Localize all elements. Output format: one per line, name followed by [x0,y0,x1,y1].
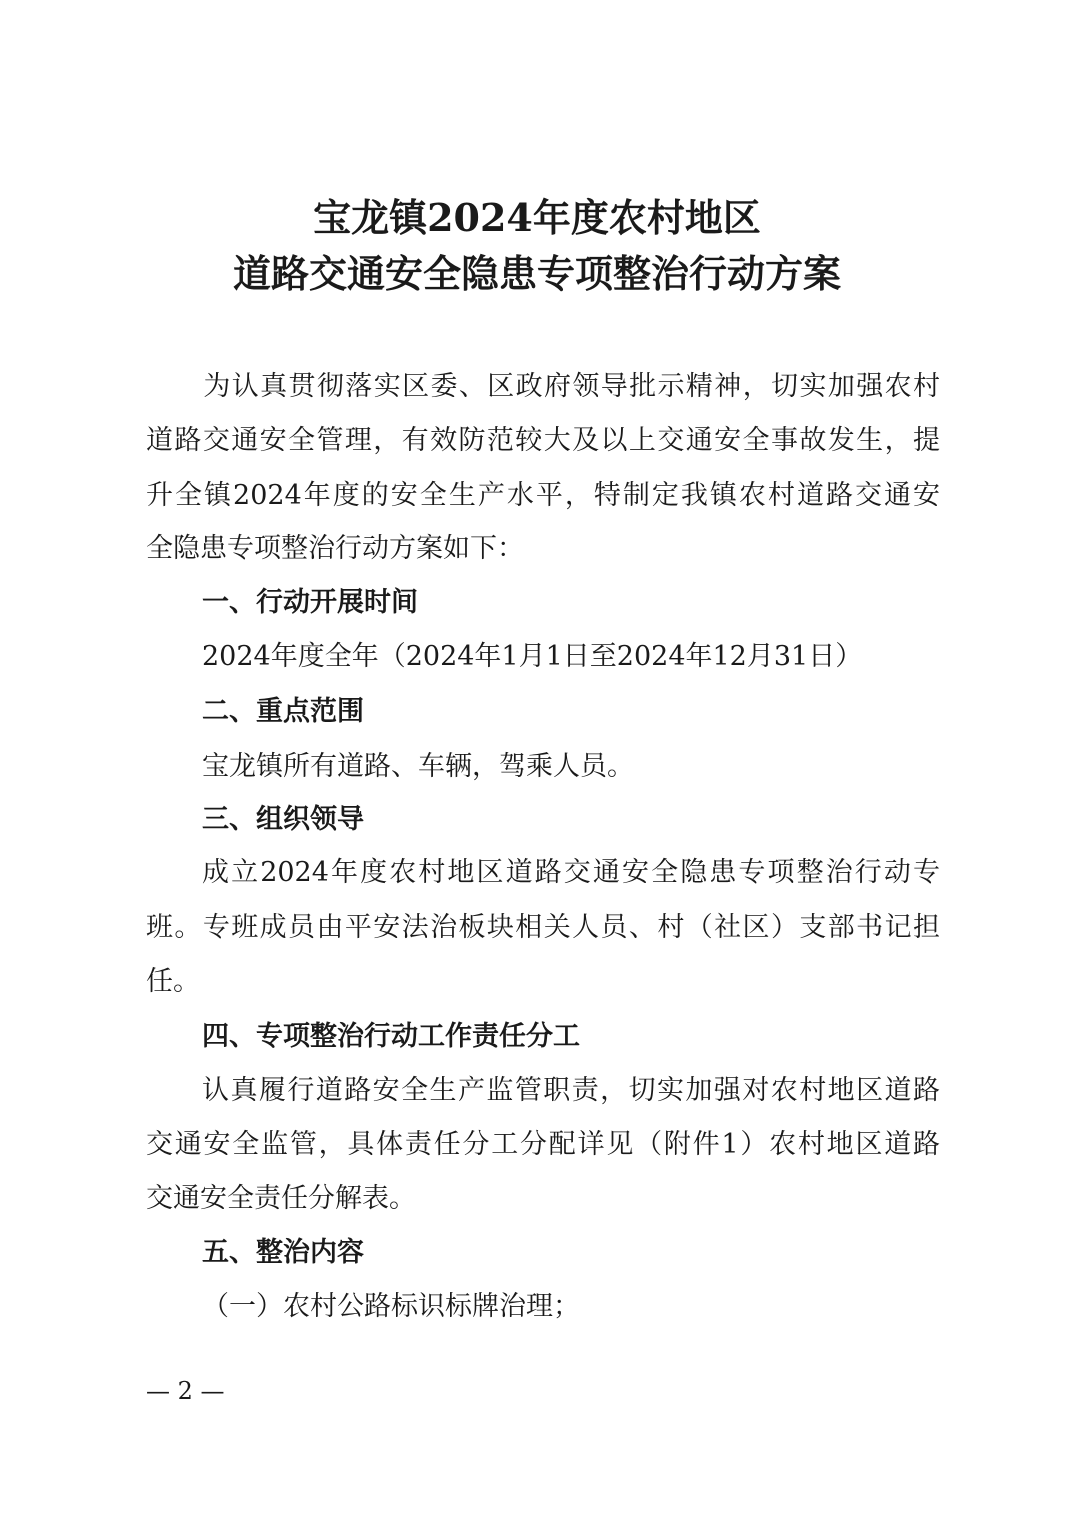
section-3-line-2: 班。专班成员由平安法治板块相关人员、村（社区）支部书记担 [146,912,940,943]
section-3-heading: 三、组织领导 [202,804,364,835]
intro-text-1: 为认真贯彻落实区委、区政府领导批示精神，切实加强农村 [202,371,940,402]
intro-line-2: 道路交通安全管理，有效防范较大及以上交通安全事故发生，提 [146,425,940,456]
section-4-line-2: 交通安全监管，具体责任分工分配详见（附件1）农村地区道路 [146,1129,940,1160]
document-title-line-2: 道路交通安全隐患专项整治行动方案 [232,251,841,296]
document-title-line-1: 宝龙镇2024年度农村地区 [313,195,761,240]
section-4-line-3: 交通安全责任分解表。 [146,1183,416,1214]
intro-line-3: 升全镇2024年度的安全生产水平，特制定我镇农村道路交通安 [146,480,940,511]
section-4-heading: 四、专项整治行动工作责任分工 [202,1021,580,1052]
section-5-item-1: （一）农村公路标识标牌治理； [202,1291,580,1322]
section-3-line-3: 任。 [146,966,200,997]
section-1-text: 2024年度全年（2024年1月1日至2024年12月31日） [202,641,863,672]
page-number: — 2 — [146,1377,225,1405]
section-4-line-1: 认真履行道路安全生产监管职责，切实加强对农村地区道路 [202,1075,940,1106]
intro-line-4: 全隐患专项整治行动方案如下： [146,533,524,564]
section-1-heading: 一、行动开展时间 [202,587,418,618]
intro-line-1 [146,370,940,404]
section-5-heading: 五、整治内容 [202,1237,364,1268]
section-2-heading: 二、重点范围 [202,696,364,727]
section-2-text: 宝龙镇所有道路、车辆，驾乘人员。 [202,751,634,782]
section-3-line-1: 成立2024年度农村地区道路交通安全隐患专项整治行动专 [202,857,940,888]
